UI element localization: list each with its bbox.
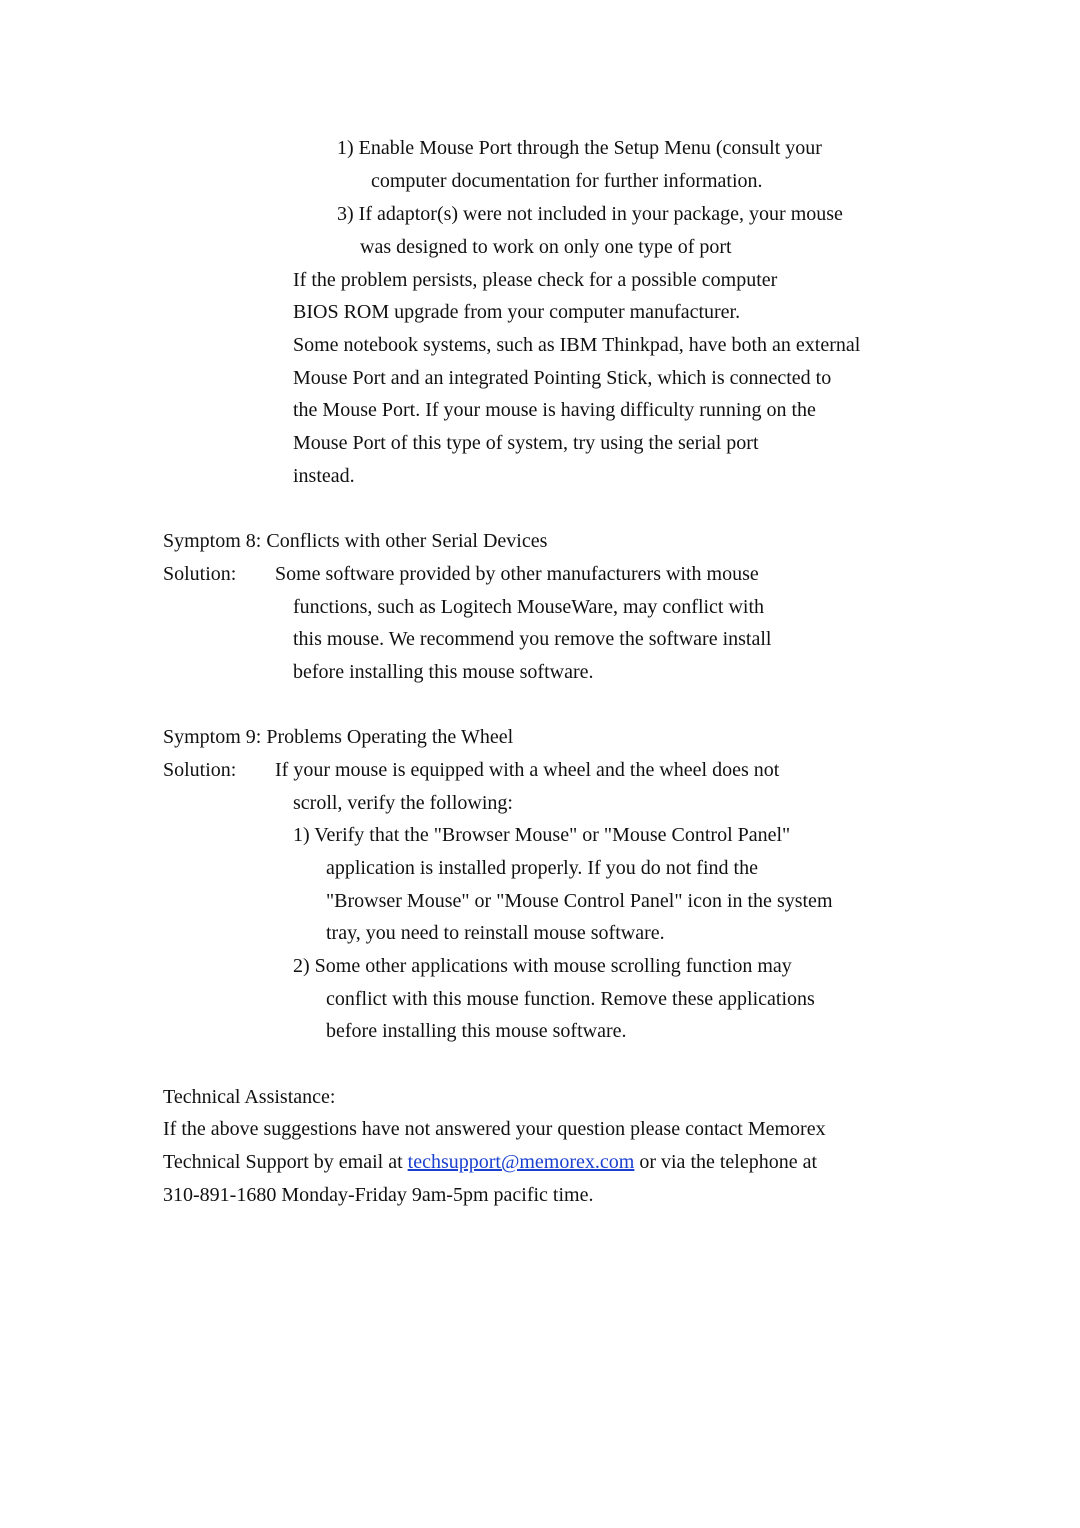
text-line: "Browser Mouse" or "Mouse Control Panel" icon in the system — [326, 890, 833, 912]
technical-assistance-heading: Technical Assistance: — [163, 1086, 336, 1108]
text-line: 1) Enable Mouse Port through the Setup Menu (consult your — [337, 137, 822, 159]
contact-line — [163, 1150, 817, 1174]
solution-label: Solution: — [163, 759, 237, 781]
text-line: 3) If adaptor(s) were not included in your package, your mouse — [337, 203, 843, 225]
email-link[interactable]: techsupport@memorex.com — [407, 1151, 635, 1173]
text-line: functions, such as Logitech MouseWare, may conflict with — [293, 596, 765, 618]
contact-pre: Technical Support by email at — [163, 1151, 408, 1173]
text-line: before installing this mouse software. — [326, 1020, 627, 1042]
text-line: If the above suggestions have not answered your question please contact Memorex — [163, 1118, 826, 1140]
text-line: the Mouse Port. If your mouse is having difficulty running on the — [293, 399, 816, 421]
text-line: BIOS ROM upgrade from your computer manufacturer. — [293, 301, 741, 323]
text-line: Some software provided by other manufacturers with mouse — [275, 563, 759, 585]
text-line: instead. — [293, 465, 355, 487]
text-line: this mouse. We recommend you remove the software install — [293, 628, 772, 650]
text-line: 2) Some other applications with mouse scrolling function may — [293, 955, 792, 977]
text-line: computer documentation for further information. — [371, 170, 763, 192]
text-line: was designed to work on only one type of port — [360, 236, 732, 258]
text-line: before installing this mouse software. — [293, 661, 594, 683]
text-line: If the problem persists, please check for a possible computer — [293, 269, 778, 291]
contact-post: or via the telephone at — [634, 1151, 818, 1173]
text-line: 1) Verify that the "Browser Mouse" or "Mouse Control Panel" — [293, 824, 791, 846]
symptom-9-heading: Symptom 9: Problems Operating the Wheel — [163, 726, 514, 748]
phone-hours-line: 310-891-1680 Monday-Friday 9am-5pm pacific time. — [163, 1184, 594, 1206]
text-line: If your mouse is equipped with a wheel and the wheel does not — [275, 759, 780, 781]
text-line: Mouse Port of this type of system, try using the serial port — [293, 432, 759, 454]
text-line: tray, you need to reinstall mouse software. — [326, 922, 665, 944]
text-line: Some notebook systems, such as IBM Thinkpad, have both an external — [293, 334, 861, 356]
text-line: application is installed properly. If you do not find the — [326, 857, 758, 879]
text-line: scroll, verify the following: — [293, 792, 513, 814]
text-line: conflict with this mouse function. Remove these applications — [326, 988, 815, 1010]
text-line: Mouse Port and an integrated Pointing Stick, which is connected to — [293, 367, 832, 389]
solution-label: Solution: — [163, 563, 237, 585]
symptom-8-heading: Symptom 8: Conflicts with other Serial Devices — [163, 530, 548, 552]
